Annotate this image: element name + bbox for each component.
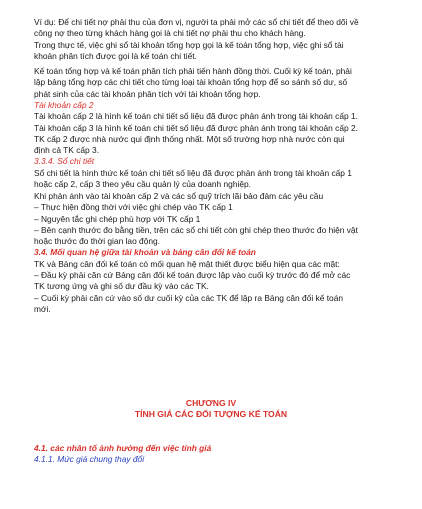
text-line: TK tương ứng và ghi số dư đầu kỳ vào các TK.: [34, 281, 209, 291]
section-heading: 4.1. các nhân tố ảnh hưởng đến việc tính giá: [34, 443, 212, 453]
text-line: 3.3.4. Sổ chi tiết: [34, 156, 95, 166]
text-line: Tài khoản cấp 2: [34, 100, 94, 110]
text-line: Kế toán tổng hợp và kế toán phân tích phải tiến hành đồng thời. Cuối kỳ kế toán, phải: [34, 66, 352, 76]
chapter-title: TÍNH GIÁ CÁC ĐỐI TƯỢNG KẾ TOÁN: [134, 409, 288, 419]
text-line: – Nguyên tắc ghi chép phù hợp với TK cấp 1: [34, 214, 201, 224]
text-line: mới.: [34, 304, 51, 314]
section-heading: 4.1.1. Mức giá chung thay đổi: [34, 454, 145, 464]
text-line: Tài khoản cấp 2 là hình kế toán chi tiết số liệu đã được phản ánh trong tài khoản cấp 1.: [34, 111, 358, 121]
text-line: khoản phân tích được gọi là kế toán chi tiết.: [34, 51, 197, 61]
text-line: – Bên cạnh thước đo bằng tiền, trên các sổ chi tiết còn ghi chép theo thước đo hiện vật: [34, 225, 358, 235]
text-line: hoặc cấp 2, cấp 3 theo yêu cầu quản lý của doanh nghiệp.: [34, 179, 251, 189]
text-line: hoặc thước đo thời gian lao động.: [34, 236, 161, 246]
text-line: công nợ theo từng khách hàng gọi là chi tiết nợ phải thu cho khách hàng.: [34, 28, 306, 38]
text-line: Sổ chi tiết là hình thức kế toán chi tiết số liệu đã được phản ánh trong tài khoản cấp 1: [34, 168, 352, 178]
text-line: 3.4. Mối quan hệ giữa tài khoản và bảng cân đối kế toán: [34, 247, 256, 257]
text-line: – Thực hiện đồng thời với việc ghi chép vào TK cấp 1: [34, 202, 233, 212]
text-line: Tài khoản cấp 3 là hình kế toán chi tiết số liệu đã được phản ánh trong tài khoản cấp 2.: [34, 123, 358, 133]
text-line: TK và Bảng cân đối kế toán có mối quan hệ mật thiết được biểu hiện qua các mặt:: [34, 259, 340, 269]
text-line: TK cấp 2 được nhà nước qui định thống nhất. Một số trường hợp nhà nước còn qui: [34, 134, 345, 144]
text-line: lập bảng tổng hợp các chi tiết cho từng loại tài khoản tổng hợp để so sánh số dư, số: [34, 77, 348, 87]
text-line: – Cuối kỳ phải căn cứ vào số dư cuối kỳ của các TK để lập ra Bảng cân đối kế toán: [34, 293, 344, 303]
text-line: định cả TK cấp 3.: [34, 145, 100, 155]
text-line: phát sinh của các tài khoản phân tích với tài khoản tổng hợp.: [34, 89, 261, 99]
text-line: – Đầu kỳ phải căn cứ Bảng cân đối kế toán được lập vào cuối kỳ trước đó để mở các: [34, 270, 351, 280]
text-line: Khi phản ánh vào tài khoản cấp 2 và các sổ quỹ trích lãi bảo đảm các yêu cầu: [34, 191, 324, 201]
text-line: Trong thực tế, việc ghi sổ tài khoản tổng hợp gọi là kế toán tổng hợp, việc ghi sổ tài: [34, 40, 344, 50]
text-line: Ví dụ: Để chi tiết nợ phải thu của đơn vị, người ta phải mở các sổ chi tiết để theo dõi về: [34, 17, 359, 27]
chapter-number: CHƯƠNG IV: [185, 398, 237, 408]
